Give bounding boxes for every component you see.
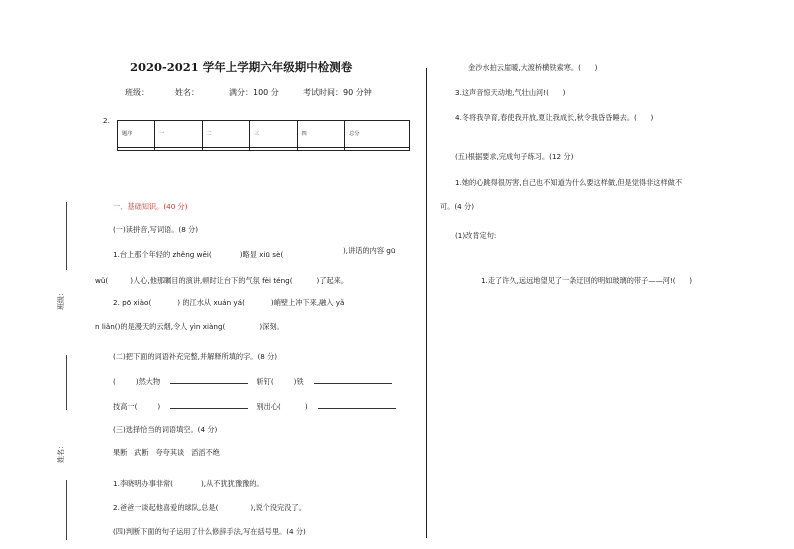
question-line: 4.冬将我孕育,春使我开放,夏让我成长,秋令我昏昏睡去。( ) bbox=[455, 113, 654, 122]
margin-name-label: 姓名： bbox=[57, 442, 65, 463]
question-line: 3.这声音惊天动地,气壮山河!( ) bbox=[455, 88, 566, 97]
question-heading: (三)选择恰当的词语填空。(4 分) bbox=[113, 425, 218, 434]
score-cell: 一 bbox=[155, 121, 203, 148]
score-blank[interactable] bbox=[155, 147, 203, 150]
score-table bbox=[117, 120, 410, 151]
question-line: 技高一( ) 别出心( ) bbox=[113, 401, 396, 411]
question-line: 1.她的心跳得很厉害,自己也不知道为什么要这样做,但是觉得非这样做不 bbox=[455, 178, 683, 187]
score-blank[interactable] bbox=[345, 147, 410, 150]
score-blank[interactable] bbox=[297, 147, 345, 150]
question-line: 1.走了许久,远远地望见了一条迂回的明如玻璃的带子——河!( ) bbox=[481, 276, 693, 285]
margin-line bbox=[66, 480, 67, 540]
section-one-heading: 一、基础知识。(40 分) bbox=[113, 202, 188, 211]
score-blank[interactable] bbox=[118, 147, 155, 150]
question-heading: (二)把下面的词语补充完整,并解释所填的字。(8 分) bbox=[113, 352, 278, 361]
question-line: 1.李晓明办事非常( ),从不犹犹豫豫的。 bbox=[113, 479, 264, 488]
column-divider bbox=[426, 68, 427, 538]
name-label: 姓名： bbox=[175, 88, 199, 97]
margin-class-label: 班级： bbox=[57, 289, 65, 310]
question-line-end: ),讲话的内容 gū bbox=[343, 246, 396, 255]
margin-line bbox=[66, 202, 67, 270]
score-cell: 四 bbox=[297, 121, 345, 148]
question-line: (1)改肯定句: bbox=[455, 231, 497, 240]
table-number: 2. bbox=[103, 116, 110, 125]
score-cell: 三 bbox=[250, 121, 298, 148]
exam-time: 考试时间：90 分钟 bbox=[303, 88, 372, 97]
question-line: 可。(4 分) bbox=[440, 202, 475, 211]
question-heading: (一)读拼音,写词语。(8 分) bbox=[113, 225, 199, 234]
score-cell: 二 bbox=[202, 121, 250, 148]
score-blank[interactable] bbox=[202, 147, 250, 150]
word-bank: 果断 武断 夸夸其谈 滔滔不绝 bbox=[113, 448, 220, 457]
question-line: 2.爸爸一谈起他喜爱的球队,总是( ),说个没完没了。 bbox=[113, 503, 306, 512]
question-line: wǔ( )人心,他那瞩目的演讲,顿时让台下的气氛 fèi ténɡ( )了起来。 bbox=[95, 276, 349, 285]
score-blank[interactable] bbox=[250, 147, 298, 150]
question-heading: (四)判断下面的句子运用了什么修辞手法,写在括号里。(4 分) bbox=[113, 527, 306, 536]
question-heading: (五)根据要求,完成句子练习。(12 分) bbox=[455, 152, 574, 161]
question-line: ( )然大物 斩钉( )铁 bbox=[113, 376, 392, 386]
question-line: 1.台上那个年轻的 zhěnɡ wēi( )略显 xiū sè( bbox=[113, 250, 284, 259]
score-cell: 题序 bbox=[118, 121, 155, 148]
page-title: 2020-2021 学年上学期六年级期中检测卷 bbox=[130, 60, 353, 74]
question-line: 2. pō xiào( ) 的江水从 xuán yá( )峭壁上冲下来,融入 yǎ bbox=[113, 298, 345, 307]
score-cell: 总分 bbox=[345, 121, 410, 148]
margin-line bbox=[66, 355, 67, 410]
question-line: 金沙水拍云崖暖,大渡桥横铁索寒。( ) bbox=[468, 63, 598, 72]
full-score: 满分：100 分 bbox=[229, 88, 279, 97]
class-label: 班级： bbox=[125, 88, 149, 97]
question-line: n liǎn()的是漫天的云烟,令人 yìn xiànɡ( )深刻。 bbox=[95, 322, 284, 331]
